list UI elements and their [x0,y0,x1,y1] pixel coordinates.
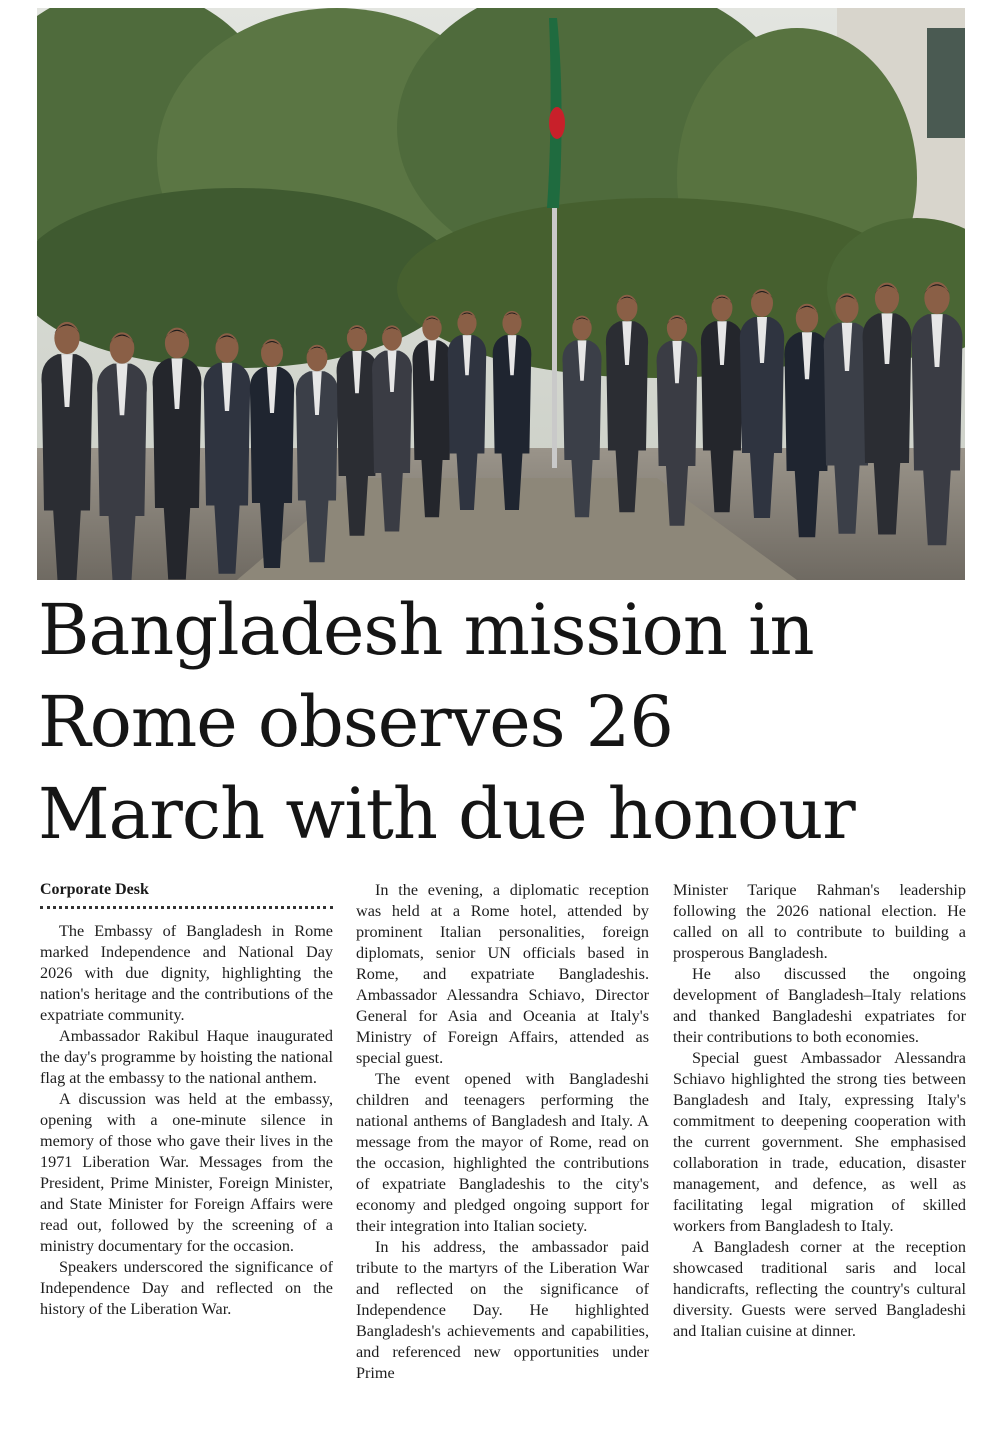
paragraph-continued: Minister Tarique Rahman's leadership following the 2026 national election. He called on all to contribute to building a prosperous Bangladesh. [673,881,966,962]
byline: Corporate Desk [40,880,333,909]
headline-line-1: Bangladesh mission in [38,589,814,671]
paragraph: The event opened with Bangladeshi children and teenagers performing the national anthems of Bangladesh and Italy. A message from the mayor of Rome, read on the occasion, highlighted the contributions of expatriate Bangladeshis to the city's economy and pledged ongoing support for their integration into Italian society. [356,1070,649,1235]
paragraph: Special guest Ambassador Alessandra Schiavo highlighted the strong ties between Bangladesh and Italy, expressing Italy's commitment to deepening cooperation with the current government. She emphasised collaboration in trade, education, disaster management, and defence, as well as facilitating legal migration of skilled workers from Bangladesh to Italy. [673,1049,966,1235]
article-body [40,880,966,1436]
paragraph: Speakers underscored the significance of Independence Day and reflected on the history of the Liberation War. [40,1258,333,1318]
paragraph: A discussion was held at the embassy, opening with a one-minute silence in memory of those who gave their lives in the 1971 Liberation War. Messages from the President, Prime Minister, Foreign Minister, and State Minister for Foreign Affairs were read out, followed by the screening of a ministry documentary for the occasion. [40,1090,333,1255]
article-photo [37,8,965,580]
paragraph: In his address, the ambassador paid tribute to the martyrs of the Liberation War and reflected on the significance of Independence Day. He highlighted Bangladesh's achievements and capabilities, and referenced new opportunities under Prime [356,1238,649,1382]
paragraph: He also discussed the ongoing development of Bangladesh–Italy relations and thanked Bangladeshi expatriates for their contributions to both economies. [673,965,966,1046]
paragraph: A Bangladesh corner at the reception showcased traditional saris and local handicrafts, reflecting the country's cultural diversity. Guests were served Bangladeshi and Italian cuisine at dinner. [673,1238,966,1340]
paragraph: The Embassy of Bangladesh in Rome marked Independence and National Day 2026 with due dignity, highlighting the nation's heritage and the contributions of the expatriate community. [40,922,333,1024]
headline-line-2: Rome observes 26 [38,681,673,763]
article-column-2 [356,880,649,1384]
article-column-3 [673,880,966,1342]
headline [38,584,968,860]
group-photo-flag-ceremony-icon [37,8,965,580]
article-column-1 [40,880,333,1320]
paragraph: Ambassador Rakibul Haque inaugurated the day's programme by hoisting the national flag at the embassy to the national anthem. [40,1027,333,1087]
paragraph: In the evening, a diplomatic reception was held at a Rome hotel, attended by prominent Italian personalities, foreign diplomats, senior UN officials based in Rome, and expatriate Bangladeshis. Ambassador Alessandra Schiavo, Director General for Asia and Oceania at Italy's Ministry of Foreign Affairs, attended as special guest. [356,881,649,1067]
headline-line-3: March with due honour [38,773,855,855]
